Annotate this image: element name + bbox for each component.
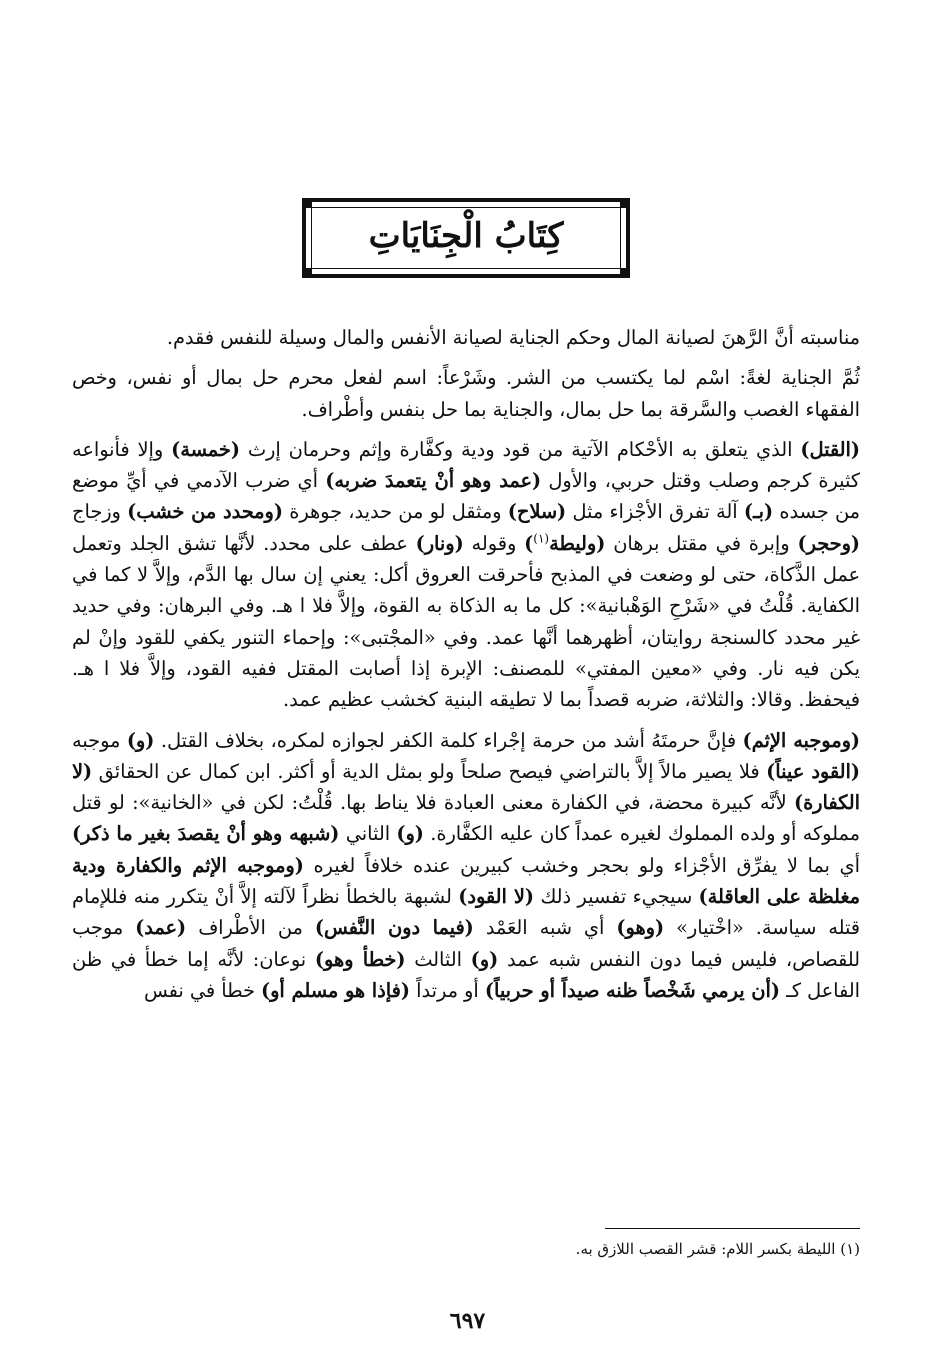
bold-text-segment: (وموجبه الإثم) bbox=[742, 728, 861, 752]
text-segment: مناسبته أنَّ الرَّهنَ لصيانة المال وحكم الجناية لصيانة الأنفس والمال وسيلة للنفس فقدم. bbox=[166, 326, 860, 349]
text-segment: الثاني bbox=[339, 822, 397, 846]
paragraph bbox=[72, 434, 860, 716]
text-segment: أي بما لا يفرِّق الأجْزاء ولو بحجر وخشب كبيرين عنده خلافاً لغيره bbox=[303, 853, 860, 877]
bold-text-segment: (لا القود) bbox=[458, 885, 534, 909]
text-segment: خطأ في نفس bbox=[144, 978, 261, 1002]
bold-text-segment: (خطأ وهو) bbox=[314, 947, 406, 971]
bold-text-segment: (لا الكفارة) bbox=[72, 759, 860, 815]
text-segment: فلا يصير مالاً إلاَّ بالتراضي فيصح صلحاً ولو بمثل الدية أو أكثر. ابن كمال عن الحقائق bbox=[92, 759, 767, 783]
text-segment: لشبهة بالخطأ نظراً لآلته إلاَّ أنْ يتكرر منه فللإمام قتله سياسة. «اخْتيار» bbox=[72, 885, 861, 940]
text-segment: الثالث bbox=[405, 947, 471, 971]
text-segment: الذي يتعلق به الأحْكام الآتية من قود ودية وكفَّارة وإثم وحرمان إرث bbox=[239, 437, 801, 461]
bold-text-segment: (فإذا هو مسلم أو) bbox=[261, 978, 410, 1002]
text-segment: ثُمَّ الجناية لغةً: اسْم لما يكتسب من الشر. وشَرْعاً: اسم لفعل محرم حل بمال أو نفس، وخص الفقهاء الغصب والسَّرقة بما حل بمال، والجناية بما حل بنفس وأطْراف. bbox=[72, 366, 860, 421]
chapter-title-frame bbox=[302, 198, 630, 278]
bold-text-segment: (القتل) bbox=[800, 437, 860, 461]
text-segment: سيجيء تفسير ذلك bbox=[533, 885, 699, 909]
text-segment: موجبه bbox=[72, 728, 127, 752]
text-segment: وزجاج bbox=[72, 500, 128, 524]
bold-text-segment: (وهو) bbox=[616, 916, 665, 940]
chapter-title: كِتَابُ الْجِنَايَاتِ bbox=[368, 216, 564, 256]
text-segment: أي ضرب الآدمي في أيِّ موضع من جسده bbox=[72, 469, 860, 524]
text-segment: عطف على محدد. لأنَّها تشق الجلد وتعمل عمل الذَّكاة، حتى لو وضعت في المذبح فأحرقت العروق أكل: يعني إن سال بها الدَّم، وإلاَّ لا كما في الكفاية. قُلْتُ في «شَرْحِ الوَهْبانية»: كل ما به الذكاة به القوة، وإلاَّ فلا ا هـ. وفي البرهان: وفي حديد غير محدد كالسنجة روايتان، أظهرهما أنَّها عمد. وفي «المجْتبى»: وإحماء التنور يكفي للقود وإنْ لم يكن فيه نار. وفي «معين المفتي» للمصنف: الإبرة إذا أصابت المقتل ففيه القود، وإلاَّ فلا ا هـ. فيحفظ. وقالا: والثلاثة، ضربه قصداً بما لا تطيقه البنية كخشب عظيم عمد. bbox=[72, 531, 860, 712]
text-segment: موجب للقصاص، فليس فيما دون النفس شبه عمد bbox=[72, 916, 860, 971]
bold-text-segment: (سلاح) bbox=[507, 500, 567, 524]
main-text bbox=[72, 322, 860, 1015]
bold-text-segment: (وليطة bbox=[549, 531, 606, 555]
page-number: ٦٩٧ bbox=[449, 1308, 486, 1334]
bold-text-segment: (و) bbox=[126, 728, 155, 752]
frame-corner-ornament bbox=[302, 268, 312, 278]
bold-text-segment: (شبهه وهو أنْ يقصدَ بغير ما ذكر) bbox=[72, 822, 340, 846]
footnote-separator bbox=[605, 1228, 860, 1229]
text-segment: وإلا فأنواعه كثيرة كرجم وصلب وقتل حربي، والأول bbox=[72, 437, 860, 493]
text-segment: فإنَّ حرمتَهُ أشد من حرمة إجْراء كلمة الكفر لجوازه لمكره، بخلاف القتل. bbox=[154, 728, 743, 752]
bold-text-segment: (خمسة) bbox=[171, 437, 240, 461]
bold-text-segment: (ومحدد من خشب) bbox=[127, 500, 283, 524]
footnote: (١) الليطة بكسر اللام: قشر القصب اللازق به. bbox=[575, 1240, 860, 1258]
frame-corner-ornament bbox=[302, 198, 312, 208]
bold-text-segment: (بـ) bbox=[743, 500, 774, 524]
bold-text-segment: (و) bbox=[470, 947, 499, 971]
text-segment: وقوله bbox=[463, 531, 525, 555]
text-segment: نوعان: لأنَّه إما خطأ في ظن الفاعل كـ bbox=[72, 947, 860, 1002]
bold-text-segment: (وحجر) bbox=[797, 531, 861, 555]
text-segment: لأنَّه كبيرة محضة، في الكفارة معنى العبادة فلا يناط بها. قُلْتُ: لكن في «الخانية»: لو قتل مملوكه أو ولده المملوك لغيره عمداً كان عليه الكفَّارة. bbox=[72, 791, 860, 846]
bold-text-segment: (ونار) bbox=[415, 531, 464, 555]
bold-text-segment: ) bbox=[524, 531, 534, 555]
bold-text-segment: (وموجبه الإثم والكفارة ودية مغلظة على العاقلة) bbox=[72, 853, 860, 909]
bold-text-segment: (عمد وهو أنْ يتعمدَ ضربه) bbox=[325, 469, 542, 493]
text-segment: ومثقل لو من حديد، جوهرة bbox=[282, 500, 508, 524]
footnote-marker: (١) bbox=[533, 531, 550, 546]
text-segment: أو مرتداً bbox=[409, 978, 485, 1002]
paragraph bbox=[72, 322, 860, 353]
bold-text-segment: (أن يرمي شَخْصاً ظنه صيداً أو حربياً) bbox=[484, 978, 780, 1002]
text-segment: آلة تفرق الأجْزاء مثل bbox=[566, 500, 744, 524]
text-segment: وإبرة في مقتل برهان bbox=[605, 531, 798, 555]
bold-text-segment: (فيما دون النَّفس) bbox=[314, 916, 474, 940]
bold-text-segment: (القود عيناً) bbox=[766, 759, 860, 783]
paragraph bbox=[72, 362, 860, 425]
bold-text-segment: (و) bbox=[396, 822, 424, 846]
bold-text-segment: (عمد) bbox=[135, 916, 187, 940]
text-segment: من الأطْراف bbox=[186, 916, 315, 940]
text-segment: أي شبه العَمْد bbox=[473, 916, 617, 940]
paragraph bbox=[72, 725, 860, 1007]
frame-corner-ornament bbox=[620, 268, 630, 278]
frame-corner-ornament bbox=[620, 198, 630, 208]
